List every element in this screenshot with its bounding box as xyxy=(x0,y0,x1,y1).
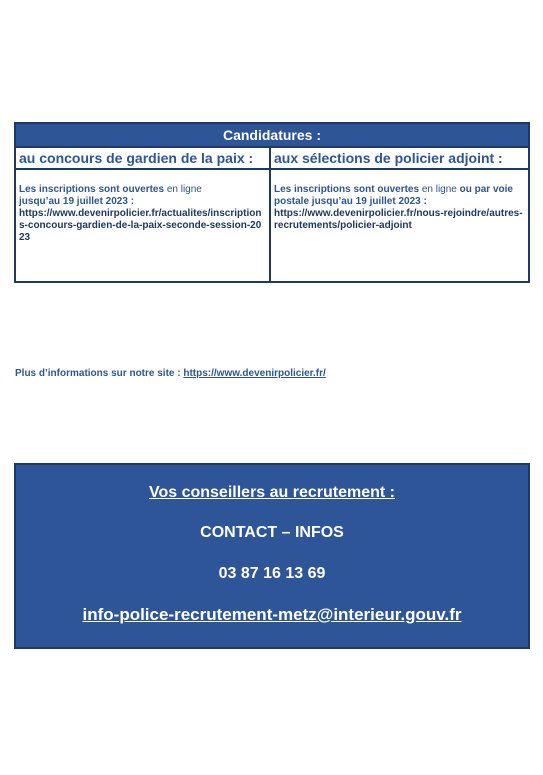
website-link[interactable]: https://www.devenirpolicier.fr/ xyxy=(183,368,326,379)
gardien-intro-online: en ligne xyxy=(164,184,202,195)
email-link[interactable]: info-police-recrutement-metz@interieur.gouv.fr xyxy=(82,605,462,624)
gardien-heading: au concours de gardien de la paix : xyxy=(16,148,271,170)
policier-adjoint-heading: aux sélections de policier adjoint : xyxy=(271,148,528,170)
candidatures-table xyxy=(14,122,530,283)
more-info-line xyxy=(15,368,326,379)
policier-adjoint-url[interactable]: https://www.devenirpolicier.fr/nous-rejoindre/autres-recrutements/policier-adjoint xyxy=(274,208,523,231)
gardien-deadline: jusqu’au 19 juillet 2023 : xyxy=(19,196,135,207)
candidatures-header: Candidatures : xyxy=(16,124,528,148)
contact-box xyxy=(14,463,530,649)
more-info-label: Plus d’informations sur notre site : xyxy=(15,368,184,379)
policier-adjoint-info xyxy=(271,170,528,281)
phone-number[interactable]: 03 87 16 13 69 xyxy=(218,565,326,582)
gardien-info xyxy=(16,170,271,281)
gardien-url[interactable]: https://www.devenirpolicier.fr/actualites/inscriptions-concours-gardien-de-la-paix-seconde-session-2023 xyxy=(19,208,262,243)
contact-infos: CONTACT – INFOS xyxy=(200,524,344,541)
policier-adjoint-intro: Les inscriptions sont ouvertes xyxy=(274,184,420,195)
contact-title: Vos conseillers au recrutement : xyxy=(148,484,395,501)
policier-adjoint-intro-online: en ligne xyxy=(419,184,457,195)
policier-adjoint-deadline: ou par voie postale jusqu’au 19 juillet 2023 : xyxy=(274,184,513,207)
gardien-intro: Les inscriptions sont ouvertes xyxy=(19,184,165,195)
